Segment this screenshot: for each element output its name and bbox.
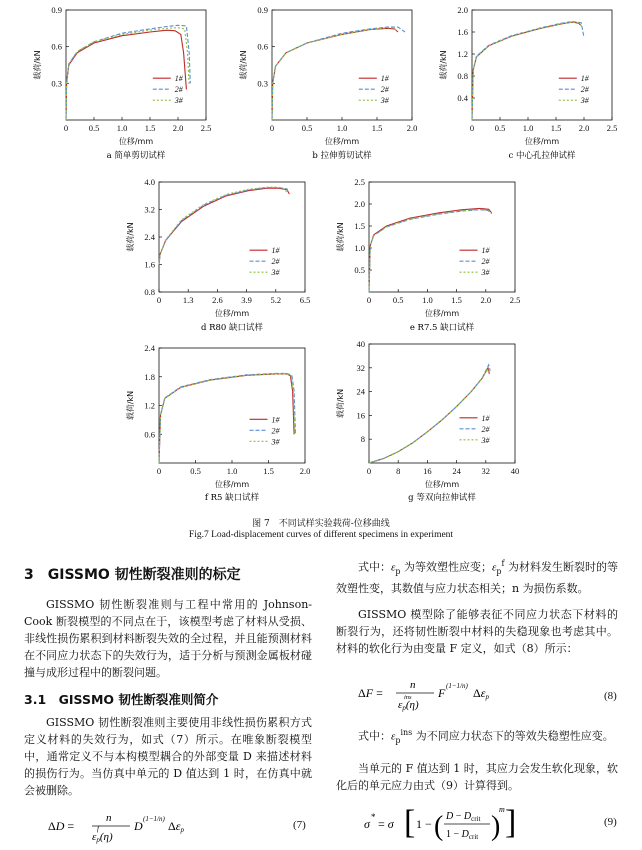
x-tick-label: 1.0 xyxy=(116,123,128,133)
y-axis-label: 载荷/kN xyxy=(336,388,345,419)
subfigure-caption: c 中心孔拉伸试样 xyxy=(508,151,576,161)
svg-text:m: m xyxy=(499,805,505,814)
svg-text:[: [ xyxy=(404,804,416,841)
x-axis-label: 位移/mm xyxy=(118,137,154,146)
subsection-paragraph xyxy=(24,714,312,799)
y-tick-label: 2.0 xyxy=(457,5,468,15)
legend-label-2: 2# xyxy=(580,85,589,95)
chart-f xyxy=(115,340,325,515)
x-tick-label: 32 xyxy=(481,466,491,476)
svg-text:ins: ins xyxy=(404,694,412,701)
subfigure-caption: e R7.5 缺口试样 xyxy=(409,323,475,333)
plot-frame xyxy=(159,348,305,463)
svg-text:(1−1/n): (1−1/n) xyxy=(143,815,165,823)
equation-8-number: (8) xyxy=(604,690,617,702)
x-tick-label: 0 xyxy=(156,466,162,476)
y-axis-label: 载荷/kN xyxy=(33,50,42,80)
x-tick-label: 1.0 xyxy=(226,466,238,476)
right-p1-lead: 式中： xyxy=(358,560,392,574)
x-tick-label: 0.5 xyxy=(494,123,506,133)
right-p1-mid: 为等效塑性应变； xyxy=(404,560,493,574)
legend-label-3: 3# xyxy=(271,268,280,278)
svg-text:n: n xyxy=(106,812,112,824)
y-tick-label: 0.9 xyxy=(51,5,62,15)
legend-label-3: 3# xyxy=(580,96,589,106)
legend-label-1: 1# xyxy=(380,74,389,84)
svg-text:ΔD =: ΔD = xyxy=(48,819,75,833)
chart-e xyxy=(325,170,535,345)
legend-label-1: 1# xyxy=(271,246,280,256)
x-tick-label: 0 xyxy=(469,123,475,133)
y-tick-label: 1.2 xyxy=(144,400,155,411)
series-line-3 xyxy=(272,28,397,120)
right-paragraph-2 xyxy=(336,606,618,657)
y-tick-label: 0.6 xyxy=(51,41,62,52)
series-line-1 xyxy=(272,28,398,120)
svg-text:Δεp: Δεp xyxy=(473,686,489,701)
x-tick-label: 1.0 xyxy=(336,123,348,133)
right-p3-lead: 式中： xyxy=(358,729,391,743)
chart-b xyxy=(212,0,422,170)
x-tick-label: 2.5 xyxy=(200,123,212,133)
x-axis-label: 位移/mm xyxy=(424,309,460,318)
series-line-3 xyxy=(472,22,582,120)
x-tick-label: 0 xyxy=(63,123,69,133)
right-p3-tail: 为不同应力状态下的等效失稳塑性应变。 xyxy=(415,729,614,743)
x-axis-label: 位移/mm xyxy=(214,309,250,318)
y-tick-label: 32 xyxy=(356,362,365,373)
x-tick-label: 1.5 xyxy=(263,466,274,476)
right-p4-text: 当单元的 F 值达到 1 时，其应力会发生软化现象，软化后的单元应力由式（9）计算得到。 xyxy=(336,762,618,792)
svg-text:*: * xyxy=(371,812,376,822)
y-tick-label: 0.3 xyxy=(51,78,62,89)
series-line-1 xyxy=(369,368,489,463)
section-intro xyxy=(24,596,312,681)
legend-label-2: 2# xyxy=(380,85,389,95)
x-tick-label: 0.5 xyxy=(88,123,100,133)
y-tick-label: 1.0 xyxy=(354,243,365,253)
series-line-1 xyxy=(159,188,289,267)
y-tick-label: 0.6 xyxy=(144,429,155,440)
svg-text:F: F xyxy=(438,686,446,700)
x-tick-label: 2.0 xyxy=(406,123,418,133)
x-tick-label: 8 xyxy=(396,466,401,476)
subfigure-caption: a 简单剪切试样 xyxy=(106,151,166,161)
legend-label-2: 2# xyxy=(481,257,490,267)
legend-label-1: 1# xyxy=(481,413,490,423)
series-line-3 xyxy=(369,368,489,463)
series-line-2 xyxy=(369,210,492,292)
svg-text:1 −: 1 − xyxy=(416,817,432,831)
subsection-heading: 3.1 GISSMO 韧性断裂准则简介 xyxy=(24,692,219,707)
legend-label-3: 3# xyxy=(271,437,280,447)
x-tick-label: 1.5 xyxy=(144,123,156,133)
chart-c xyxy=(424,0,634,170)
x-tick-label: 1.0 xyxy=(422,295,433,305)
legend-label-3: 3# xyxy=(481,268,490,278)
y-tick-label: 1.6 xyxy=(457,27,468,37)
svg-text:]: ] xyxy=(505,804,517,841)
svg-text:1 − Dcrit: $1 - D_{crit}$ xyxy=(446,829,479,841)
x-tick-label: 2.0 xyxy=(299,466,311,476)
series-line-2 xyxy=(369,365,490,463)
subfigure-caption: b 拉伸剪切试样 xyxy=(312,151,372,161)
plot-frame xyxy=(272,10,412,120)
x-tick-label: 1.3 xyxy=(182,295,194,305)
y-tick-label: 1.2 xyxy=(457,49,468,59)
y-axis-label: 载荷/kN xyxy=(239,50,248,80)
x-tick-label: 1.5 xyxy=(550,123,562,133)
chart-a xyxy=(0,0,210,170)
x-axis-label: 位移/mm xyxy=(214,480,250,489)
svg-text:D − Dcrit: $D - D_{crit}$ xyxy=(446,811,481,823)
legend-label-3: 3# xyxy=(380,96,389,106)
x-tick-label: 0.5 xyxy=(392,295,404,305)
x-tick-label: 0 xyxy=(366,295,372,305)
y-tick-label: 2.4 xyxy=(144,232,155,242)
legend-label-2: 2# xyxy=(271,257,280,267)
y-tick-label: 2.5 xyxy=(354,177,365,187)
chart-d xyxy=(115,170,325,345)
right-p2-text: GISSMO 模型除了能够表征不同应力状态下材料的断裂行为，还将韧性断裂中材料的失稳现象也考虑其中。材料的软化行为由变量 F 定义，如式（8）所示： xyxy=(336,608,618,655)
x-tick-label: 24 xyxy=(452,466,461,476)
x-tick-label: 0 xyxy=(366,466,372,476)
x-tick-label: 0 xyxy=(156,295,162,305)
subfigure-caption: g 等双向拉伸试样 xyxy=(408,493,476,503)
y-tick-label: 4.0 xyxy=(144,177,155,187)
x-tick-label: 2.5 xyxy=(606,123,618,133)
equation-9-number: (9) xyxy=(604,816,617,828)
svg-text:(: ( xyxy=(434,811,444,842)
y-tick-label: 1.6 xyxy=(144,259,155,270)
x-tick-label: 40 xyxy=(510,466,520,476)
plot-frame xyxy=(369,344,515,463)
y-tick-label: 0.8 xyxy=(144,287,155,297)
y-axis-label: 载荷/kN xyxy=(126,390,135,421)
x-axis-label: 位移/mm xyxy=(524,137,560,146)
x-tick-label: 2.0 xyxy=(480,295,492,305)
subfigure-caption: f R5 缺口试样 xyxy=(204,493,260,503)
svg-text:ΔF =: ΔF = xyxy=(358,686,383,700)
y-tick-label: 0.4 xyxy=(457,93,468,103)
figure-caption-cn: 图 7 不同试样实验载荷-位移曲线 xyxy=(252,519,390,529)
legend-label-2: 2# xyxy=(174,85,183,95)
y-tick-label: 1.8 xyxy=(144,371,155,382)
x-tick-label: 6.5 xyxy=(299,295,311,305)
y-tick-label: 2.0 xyxy=(354,199,365,209)
subfigure-caption: d R80 缺口试样 xyxy=(200,323,264,333)
x-tick-label: 3.9 xyxy=(241,295,252,305)
svg-text:Δεp: Δεp xyxy=(168,819,184,834)
series-line-2 xyxy=(66,25,190,120)
section-intro-text: GISSMO 韧性断裂准则与工程中常用的 Johnson-Cook 断裂模型的不同点在于，该模型考虑了材料从受损、非线性损伤累积到材料断裂失效的全过程，并且能预测材料在不同应力状态下的失效行为，适于分析与预测金属板材碰撞与成形过程中的断裂问题。 xyxy=(24,598,312,679)
svg-text:n: n xyxy=(410,679,416,691)
y-tick-label: 0.6 xyxy=(257,41,268,52)
y-tick-label: 2.4 xyxy=(144,343,155,353)
svg-text:): ) xyxy=(491,811,501,842)
x-axis-label: 位移/mm xyxy=(424,480,460,489)
equation-8 xyxy=(356,675,556,717)
x-tick-label: 0.5 xyxy=(301,123,313,133)
y-tick-label: 40 xyxy=(356,339,365,349)
legend-label-3: 3# xyxy=(481,435,490,445)
right-paragraph-3: 式中：$\varepsilon_p^{ins}$ 为不同应力状态下的等效失稳塑性应变。 xyxy=(358,728,614,745)
legend-label-3: 3# xyxy=(174,96,183,106)
section-heading: 3 GISSMO 韧性断裂准则的标定 xyxy=(24,567,241,583)
svg-text:f: f xyxy=(97,825,99,833)
legend-label-1: 1# xyxy=(174,74,183,84)
y-tick-label: 0.3 xyxy=(257,78,268,89)
y-tick-label: 8 xyxy=(360,434,365,445)
series-line-3 xyxy=(66,28,189,120)
x-tick-label: 2.0 xyxy=(172,123,184,133)
series-line-1 xyxy=(472,22,581,120)
x-tick-label: 5.2 xyxy=(270,295,282,305)
equation-7 xyxy=(40,808,300,848)
legend-label-1: 1# xyxy=(271,415,280,425)
legend-label-2: 2# xyxy=(271,426,280,436)
svg-text:εp(η): εp(η) xyxy=(92,831,113,844)
plot-frame xyxy=(159,182,305,292)
y-axis-label: 载荷/kN xyxy=(126,222,135,252)
plot-frame xyxy=(369,182,515,292)
figure-caption-en: Fig.7 Load-displacement curves of different specimens in experiment xyxy=(188,530,454,540)
subsection-paragraph-text: GISSMO 韧性断裂准则主要使用非线性损伤累积方式定义材料的失效行为，如式（7）所示。在唯象断裂模型中，通常定义不与本构模型耦合的外部变量 D 来描述材料的损伤行为。当仿真中单元的 D 值达到 1 时，在仿真中就会被删除。 xyxy=(24,716,312,797)
svg-text:D: D xyxy=(134,819,143,833)
y-tick-label: 0.8 xyxy=(457,71,468,81)
plot-frame xyxy=(472,10,612,120)
y-tick-label: 16 xyxy=(356,410,365,421)
right-paragraph-1: 式中：$\varepsilon_p$ 为等效塑性应变；$\varepsilon_p^f$ 为材料发生断裂时的等效塑性变，其数值与应力状态相关；n 为损伤系数。 xyxy=(336,559,619,595)
x-tick-label: 0 xyxy=(269,123,275,133)
right-paragraph-4 xyxy=(336,760,618,794)
series-line-2 xyxy=(472,22,584,121)
svg-text:= σ: = σ xyxy=(378,817,394,831)
legend-label-2: 2# xyxy=(481,424,490,434)
x-tick-label: 2.6 xyxy=(212,295,223,305)
x-tick-label: 1.5 xyxy=(371,123,383,133)
svg-text:(1−1/n): (1−1/n) xyxy=(446,682,468,690)
y-tick-label: 3.2 xyxy=(144,204,155,215)
equation-9 xyxy=(362,802,562,850)
chart-g xyxy=(325,340,535,515)
svg-text:εp(η): εp(η) xyxy=(398,699,419,712)
y-axis-label: 载荷/kN xyxy=(439,50,448,80)
x-tick-label: 2.0 xyxy=(578,123,590,133)
y-axis-label: 载荷/kN xyxy=(336,222,345,252)
svg-text:σ: σ xyxy=(364,817,370,831)
legend-label-1: 1# xyxy=(580,74,589,84)
series-line-1 xyxy=(66,30,186,120)
y-tick-label: 0.5 xyxy=(354,265,365,275)
x-tick-label: 16 xyxy=(423,466,432,476)
equation-7-number: (7) xyxy=(293,819,306,831)
y-tick-label: 1.5 xyxy=(354,221,365,231)
x-tick-label: 1.0 xyxy=(522,123,534,133)
right-p1-tail: 为材料发生断裂时的等效塑性变，其数值与应力状态相关；n 为损伤系数。 xyxy=(336,560,619,595)
x-axis-label: 位移/mm xyxy=(324,137,360,146)
x-tick-label: 0.5 xyxy=(190,466,201,476)
y-tick-label: 0.9 xyxy=(257,5,268,15)
x-tick-label: 2.5 xyxy=(509,295,521,305)
y-tick-label: 24 xyxy=(356,386,365,397)
legend-label-1: 1# xyxy=(481,246,490,256)
x-tick-label: 1.5 xyxy=(451,295,462,305)
